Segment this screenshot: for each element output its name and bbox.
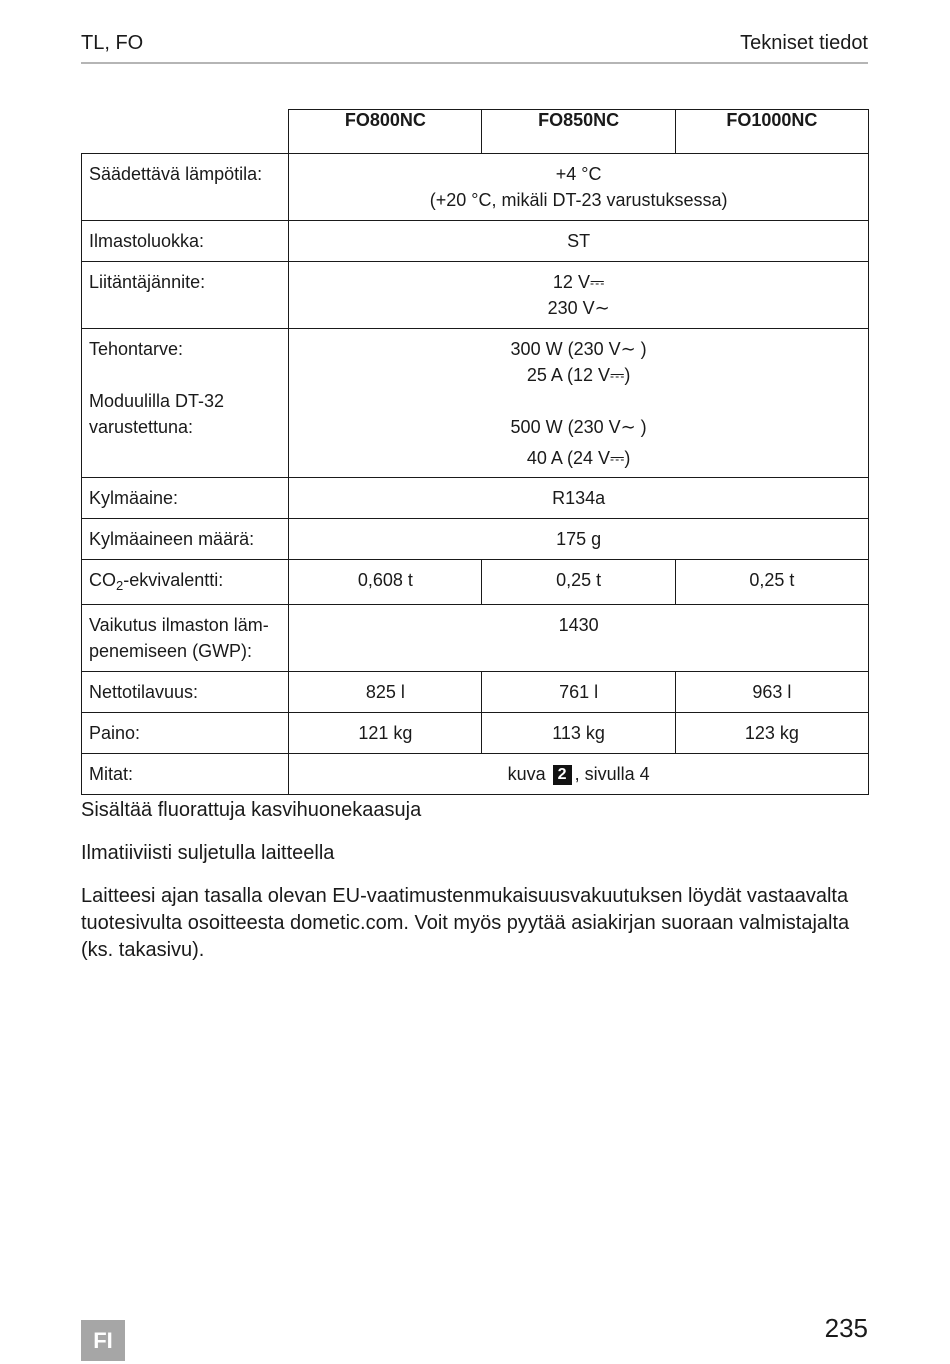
row-label: [82, 329, 289, 478]
row-value: kuva 2 , sivulla 4: [289, 754, 869, 795]
row-label: Säädettävä lämpötila:: [82, 154, 289, 221]
page-header: [81, 30, 868, 64]
table-header-row: [82, 110, 869, 154]
value-line: (+20 °C, mikäli DT-23 varustuksessa): [429, 190, 728, 210]
row-value: 963 l: [675, 672, 868, 713]
value-line: 500 W (230 V∼ ): [510, 417, 647, 437]
row-label: Ilmastoluokka:: [82, 221, 289, 262]
table-corner-cell: [82, 110, 289, 154]
table-row: [82, 519, 869, 560]
model-header: FO800NC: [289, 110, 482, 154]
table-row: [82, 478, 869, 519]
notes-section: [81, 797, 881, 980]
table-row: [82, 672, 869, 713]
row-label: Mitat:: [82, 754, 289, 795]
row-value: 121 kg: [289, 713, 482, 754]
value-line: 25 A (12 V⎓): [526, 365, 631, 385]
table-row: [82, 262, 869, 329]
row-value: 0,25 t: [675, 560, 868, 605]
table-row: [82, 154, 869, 221]
row-label: Liitäntäjännite:: [82, 262, 289, 329]
label-line: penemiseen (GWP):: [89, 641, 253, 661]
row-value: [289, 154, 869, 221]
note-paragraph: Laitteesi ajan tasalla olevan EU-vaatimustenmukaisuusvakuutuksen löydät vastaavalta tuotesivulta osoitteesta dometic.com. Voit myös pyytää asiakirjan suoraan valmistajalta (ks. takasivu).: [81, 885, 850, 961]
row-value: [289, 262, 869, 329]
note-paragraph: Ilmatiiviisti suljetulla laitteella: [81, 842, 335, 864]
note-paragraph: Sisältää fluorattuja kasvihuonekaasuja: [81, 799, 422, 821]
row-value: 825 l: [289, 672, 482, 713]
table-row: [82, 560, 869, 605]
row-value: 0,25 t: [482, 560, 675, 605]
value-line: 230 V∼: [547, 298, 610, 318]
value-line: 300 W (230 V∼ ): [510, 339, 647, 359]
value-line: 40 A (24 V⎓): [526, 448, 631, 468]
row-value: 761 l: [482, 672, 675, 713]
value-line: +4 °C: [555, 164, 602, 184]
row-value: 175 g: [289, 519, 869, 560]
row-label: $CO_2$-ekvivalentti:: [82, 560, 289, 605]
figure-reference-badge: 2: [553, 765, 572, 785]
header-section-title: Tekniset tiedot: [740, 32, 868, 54]
label-line: varustettuna:: [89, 417, 194, 437]
row-label: [82, 605, 289, 672]
table-row: [82, 605, 869, 672]
page-number: 235: [824, 1313, 868, 1343]
model-header: FO1000NC: [675, 110, 868, 154]
model-header: FO850NC: [482, 110, 675, 154]
table-row: [82, 221, 869, 262]
row-label: Kylmäaine:: [82, 478, 289, 519]
value-line: 12 V⎓: [552, 272, 605, 292]
label-line: Tehontarve:: [89, 339, 184, 359]
table-row: [82, 329, 869, 478]
header-product-line: TL, FO: [81, 32, 144, 54]
technical-data-table: [81, 109, 869, 795]
row-label: Nettotilavuus:: [82, 672, 289, 713]
row-label: Paino:: [82, 713, 289, 754]
label-line: Vaikutus ilmaston läm-: [89, 615, 269, 635]
row-value: R134a: [289, 478, 869, 519]
row-value: [289, 329, 869, 478]
table-row: [82, 754, 869, 795]
row-value: 1430: [289, 605, 869, 672]
row-value: ST: [289, 221, 869, 262]
label-line: Moduulilla DT-32: [89, 391, 225, 411]
row-label: Kylmäaineen määrä:: [82, 519, 289, 560]
row-value: 0,608 t: [289, 560, 482, 605]
table-row: [82, 713, 869, 754]
language-badge: FI: [81, 1320, 125, 1361]
row-value: 113 kg: [482, 713, 675, 754]
row-value: 123 kg: [675, 713, 868, 754]
